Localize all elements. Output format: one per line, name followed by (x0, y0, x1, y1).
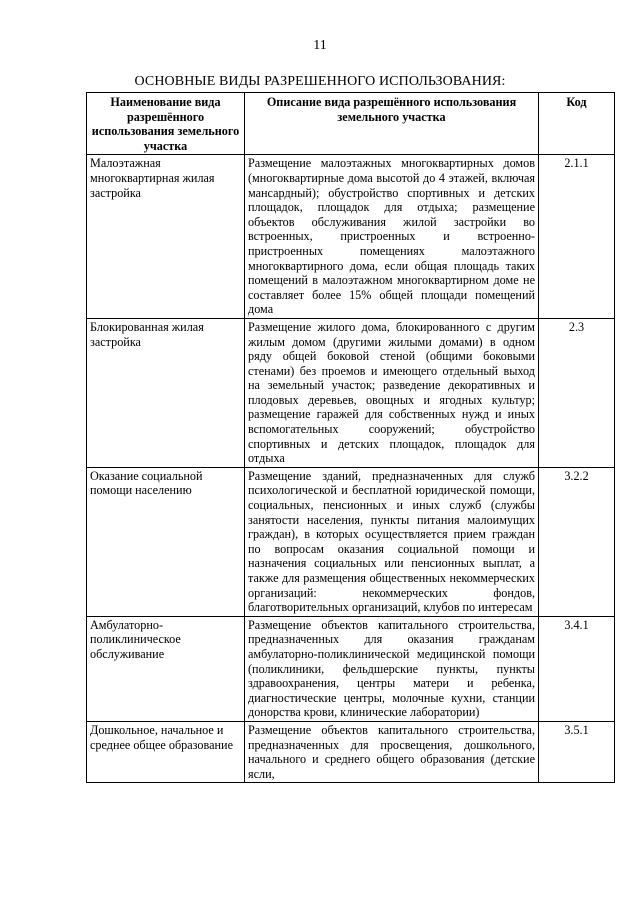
row-name: Дошкольное, начальное и среднее общее образование (87, 721, 245, 782)
table-row (87, 616, 615, 721)
table-row (87, 467, 615, 616)
table-row (87, 721, 615, 782)
row-name: Амбулаторно-поликлиническое обслуживание (87, 616, 245, 721)
land-use-table (86, 92, 615, 783)
header-name: Наименование вида разрешённого использования земельного участка (87, 93, 245, 155)
header-code: Код (539, 93, 615, 155)
row-name: Малоэтажная многоквартирная жилая застройка (87, 155, 245, 319)
row-description: Размещение объектов капитального строительства, предназначенных для оказания гражданам амбулаторно-поликлинической медицинской помощи (поликлиники, фельдшерские пункты, пункты здравоохранения, центры матери и ребенка, диагностические центры, молочные кухни, станции донорства крови, клинические лаборатории) (245, 616, 539, 721)
row-description: Размещение жилого дома, блокированного с другим жилым домом (другими жилыми домами) в одном ряду общей боковой стеной (общими боковыми стенами) без проемов и имеющего отдельный выход на земельный участок; разведение декоративных и плодовых деревьев, овощных и ягодных культур; размещение гаражей для собственных нужд и иных вспомогательных сооружений; обустройство спортивных и детских площадок, площадок для отдыха (245, 318, 539, 467)
row-code: 2.1.1 (539, 155, 615, 319)
page-number: 11 (313, 38, 327, 53)
table-row (87, 318, 615, 467)
row-code: 3.4.1 (539, 616, 615, 721)
page-title: ОСНОВНЫЕ ВИДЫ РАЗРЕШЕННОГО ИСПОЛЬЗОВАНИЯ: (134, 74, 506, 89)
row-code: 3.5.1 (539, 721, 615, 782)
row-name: Оказание социальной помощи населению (87, 467, 245, 616)
row-code: 3.2.2 (539, 467, 615, 616)
row-code: 2.3 (539, 318, 615, 467)
table-row (87, 155, 615, 319)
row-description: Размещение малоэтажных многоквартирных домов (многоквартирные дома высотой до 4 этажей, включая мансардный); обустройство спортивных и детских площадок, площадок для отдыха; размещение объектов обслуживания жилой застройки во встроенных, пристроенных и встроенно-пристроенных помещениях малоэтажного многоквартирного дома, если общая площадь таких помещений в малоэтажном многоквартирном доме не составляет более 15% общей площади помещений дома (245, 155, 539, 319)
row-description: Размещение зданий, предназначенных для служб психологической и бесплатной юридической помощи, социальных, пенсионных и иных служб (службы занятости населения, пункты питания малоимущих граждан), в которых осуществляется прием граждан по вопросам оказания социальной помощи и назначения социальных или пенсионных выплат, а также для размещения общественных некоммерческих организаций: некоммерческих фондов, благотворительных организаций, клубов по интересам (245, 467, 539, 616)
row-name: Блокированная жилая застройка (87, 318, 245, 467)
header-description: Описание вида разрешённого использования земельного участка (245, 93, 539, 155)
row-description: Размещение объектов капитального строительства, предназначенных для просвещения, дошкольного, начального и среднего общего образования (детские ясли, (245, 721, 539, 782)
table-header-row (87, 93, 615, 155)
